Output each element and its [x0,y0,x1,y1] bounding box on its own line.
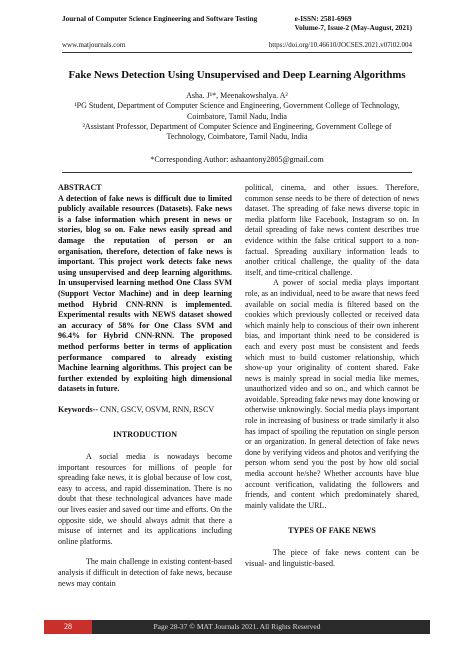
corresponding-author: *Corresponding Author: ashaantony2805@gmail.com [150,155,324,164]
affiliation-2-cont: Technology, Coimbatore, Tamil Nadu, India [166,132,308,142]
author-block [0,91,474,142]
author-names: Asha. J¹*, Meenakowshalya. A² [186,91,288,100]
keywords [58,405,232,416]
paper-title: Fake News Detection Using Unsupervised and Deep Learning Algorithms [68,69,406,81]
keywords-label: Keywords-- [58,404,98,414]
right-paragraph-3: The piece of fake news content can be visual- and linguistic-based. [245,548,419,568]
header-rule [62,52,412,53]
issn: e-ISSN: 2581-6969 [294,15,352,23]
introduction-heading: INTRODUCTION [112,430,177,440]
journal-meta [295,15,412,33]
affiliation-2: ²Assistant Professor, Department of Computer Science and Engineering, Government College of [82,121,392,131]
right-paragraph-2: A power of social media plays important role, as an individual, need to be aware that news feed available on social media is filtered based on the cookies which previously collected or received data which mainly help to conscious of their own inherent bias, and important think need to be considered is each and every post must be consistent and feeds which must to build customer relationship, which show-up your originality of content shared. Fake news is mainly spread in social media like memes, unauthorized video and so on., and which cannot be avoidable. Spreading fake news may done knowing or otherwise unknowingly. Social media plays important role in increasing of business or trade similarly it also has impact of spoiling the reputation on single person or an organization. In general detection of fake news done by verifying videos and photos and verifying the person whom send you the post by how old social media account he/she? Whether accounts have blue account verification, validating the followers and friends, and content which predominately shared, mainly validate the URL. [245,278,419,510]
abstract-text: A detection of fake news is difficult due to limited publicly available resources (Datasets). Fake news is a false information which present in news or stories, blog so on. Fake news easily spread and damage the reputation of person or an organisation, therefore, detection of fake news is important. This project work detects fake news using unsupervised and deep learning algorithms. In unsupervised learning method One Class SVM (Support Vector Machine) and in deep learning method Hybrid CNN-RNN is implemented. Experimental results with NEWS dataset showed an accuracy of 58% for One Class SVM and 96.4% for Hybrid CNN-RNN. The proposed method performs better in terms of application performance compared to already existing Machine learning algorithms. This project can be further extended by exploiting high dimensional datasets in future. [58,193,232,394]
page-footer [44,620,430,634]
abstract-heading: ABSTRACT [58,183,102,192]
affiliation-1-cont: Coimbatore, Tamil Nadu, India [187,111,287,121]
title-rule [62,172,412,173]
intro-paragraph-1: A social media is nowadays become important resources for millions of people for spreading fake news, it is global because of low cost, easy to access, and rapid dissemination. There is no doubt that these technological advances have made our lives easier and saved our time and efforts. On the opposite side, we should always admit that there a misuse of internet and its applications including online platforms. [58,452,232,546]
types-heading: TYPES OF FAKE NEWS [288,526,376,536]
page-number: 28 [44,620,92,634]
left-column [58,183,232,589]
right-paragraph-1: political, cinema, and other issues. Therefore, common sense needs to be there of detection of news dataset. The spreading of fake news diverse topic in media platform like Facebook, Instagram so on. In detail spreading of fake news content describes true evidence within the false critical support to a non-factual. Spreading auxiliary information leads to another critical challenge, the quality of the data itself, and time-critical challenge. [245,183,419,277]
keywords-list: CNN, GSCV, OSVM, RNN, RSCV [98,404,215,414]
affiliation-1: ¹PG Student, Department of Computer Science and Engineering, Government College of Technology, [74,101,400,111]
right-column [245,183,419,569]
website-link[interactable]: www.matjournals.com [62,41,126,49]
doi-link[interactable]: https://doi.org/10.46610/JOCSES.2021.v07i02.004 [268,41,412,49]
journal-name: Journal of Computer Science Engineering and Software Testing [62,15,258,23]
volume-issue: Volume-7, Issue-2 (May-August, 2021) [294,24,412,32]
footer-text: Page 28-37 © MAT Journals 2021. All Rights Reserved [153,622,321,631]
intro-paragraph-2: The main challenge in existing content-based analysis if difficult in detection of fake news, because news may contain [58,557,232,588]
